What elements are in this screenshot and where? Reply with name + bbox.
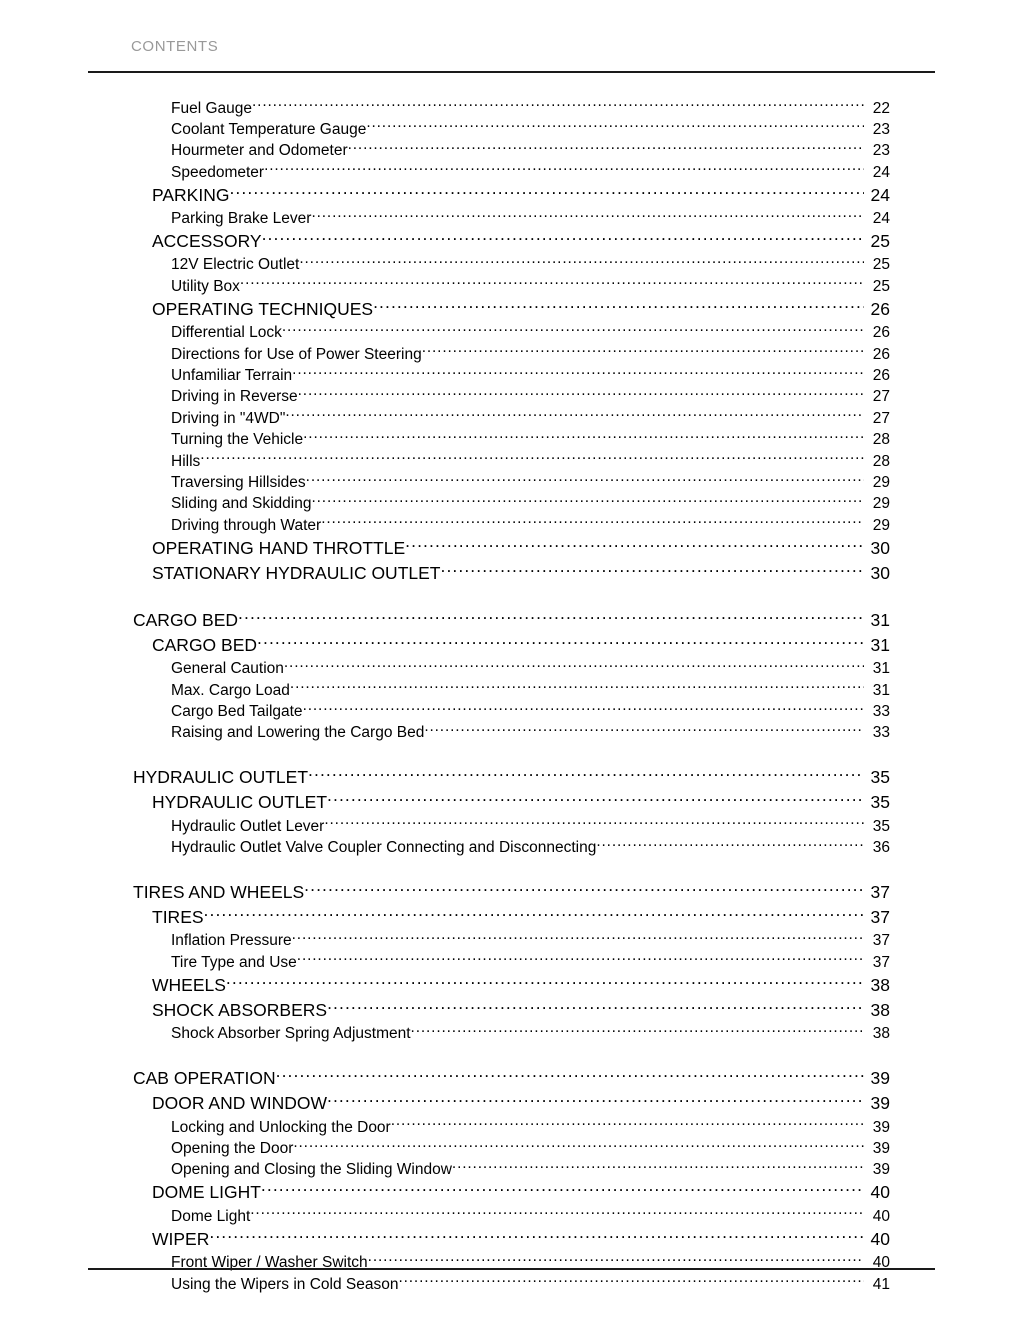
toc-entry-title: CARGO BED [133,609,239,630]
toc-dot-leader [304,880,864,898]
toc-dot-leader [327,791,864,809]
toc-entry-page-number: 22 [872,99,890,117]
toc-dot-leader [250,1205,864,1221]
toc-dot-leader [440,561,864,579]
toc-dot-leader [299,254,864,270]
toc-dot-leader [368,1252,864,1268]
toc-dot-leader [282,322,864,338]
toc-entry-page-number: 23 [872,120,890,138]
toc-entry-title: Hydraulic Outlet Valve Coupler Connecting and Disconnecting [171,839,597,857]
toc-entry-page-number: 35 [872,817,890,835]
toc-entry[interactable] [88,998,890,1023]
toc-entry[interactable] [88,930,890,951]
toc-dot-leader [276,1067,864,1085]
toc-entry[interactable] [88,208,890,229]
toc-entry[interactable] [88,407,890,428]
toc-entry-page-number: 26 [872,345,890,363]
toc-entry[interactable] [88,514,890,535]
toc-entry[interactable] [88,700,890,721]
toc-entry-page-number: 39 [872,1140,890,1158]
toc-entry-page-number: 29 [872,495,890,513]
toc-entry-title: SHOCK ABSORBERS [152,999,328,1020]
toc-entry-page-number: 39 [872,1161,890,1179]
toc-entry[interactable] [88,450,890,471]
toc-dot-leader [311,493,864,509]
toc-entry-page-number: 27 [872,388,890,406]
toc-dot-leader [293,1138,864,1154]
toc-entry[interactable] [88,973,890,998]
toc-entry-title: Driving in "4WD" [171,409,286,427]
toc-dot-leader [391,1116,864,1132]
toc-dot-leader [252,97,864,113]
toc-entry-title: Shock Absorber Spring Adjustment [171,1025,411,1043]
table-of-contents-list [0,97,1024,1295]
toc-dot-leader [596,837,864,853]
toc-entry[interactable] [88,493,890,514]
toc-entry[interactable] [88,837,890,858]
toc-dot-leader [200,450,864,466]
toc-entry-page-number: 23 [872,142,890,160]
toc-entry[interactable] [88,471,890,492]
toc-entry-page-number: 25 [872,256,890,274]
toc-entry[interactable] [88,254,890,275]
toc-entry[interactable] [88,1205,890,1226]
toc-entry-page-number: 33 [872,724,890,742]
toc-entry-page-number: 28 [872,431,890,449]
toc-entry-page-number: 31 [872,681,890,699]
toc-entry[interactable] [88,183,890,208]
toc-entry-page-number: 25 [870,230,890,251]
toc-entry[interactable] [88,1227,890,1252]
toc-entry-page-number: 30 [870,562,890,583]
toc-entry-title: ACCESSORY [152,230,262,251]
toc-dot-leader [292,930,864,946]
toc-entry-title: Front Wiper / Washer Switch [171,1254,368,1272]
toc-entry-title: Hourmeter and Odometer [171,142,348,160]
toc-dot-leader [290,679,864,695]
toc-entry-page-number: 40 [872,1254,890,1272]
toc-entry-page-number: 37 [870,881,890,902]
toc-entry-page-number: 38 [872,1025,890,1043]
toc-dot-leader [327,998,864,1016]
toc-entry-page-number: 33 [872,702,890,720]
toc-dot-leader [303,700,864,716]
toc-entry[interactable] [88,97,890,118]
toc-entry-title: CARGO BED [152,634,258,655]
toc-entry[interactable] [88,118,890,139]
toc-entry-title: Using the Wipers in Cold Season [171,1275,399,1293]
toc-entry-page-number: 35 [870,767,890,788]
toc-entry-page-number: 40 [870,1228,890,1249]
header-divider-rule [88,71,935,73]
toc-dot-leader [292,365,864,381]
toc-dot-leader [297,951,864,967]
toc-dot-leader [308,766,864,784]
toc-entry[interactable] [88,1273,890,1294]
toc-entry[interactable] [88,880,890,905]
toc-entry-title: OPERATING TECHNIQUES [152,298,374,319]
toc-entry-title: Tire Type and Use [171,953,297,971]
toc-entry-page-number: 24 [872,163,890,181]
toc-entry-title: TIRES AND WHEELS [133,881,305,902]
toc-entry-title: Coolant Temperature Gauge [171,120,367,138]
toc-entry-title: HYDRAULIC OUTLET [152,792,328,813]
toc-entry[interactable] [88,1138,890,1159]
toc-dot-leader [366,118,864,134]
toc-entry[interactable] [88,815,890,836]
toc-entry-page-number: 36 [872,839,890,857]
toc-dot-leader [422,343,864,359]
toc-entry-title: Parking Brake Lever [171,210,312,228]
toc-entry[interactable] [88,658,890,679]
toc-entry-title: Sliding and Skidding [171,495,312,513]
toc-entry[interactable] [88,140,890,161]
toc-entry-title: OPERATING HAND THROTTLE [152,537,406,558]
toc-dot-leader [229,183,864,201]
toc-entry-page-number: 31 [872,660,890,678]
toc-entry-title: Traversing Hillsides [171,473,306,491]
toc-entry-title: HYDRAULIC OUTLET [133,767,309,788]
toc-entry-page-number: 39 [872,1118,890,1136]
toc-dot-leader [373,297,864,315]
toc-entry-title: Opening and Closing the Sliding Window [171,1161,452,1179]
toc-dot-leader [411,1023,864,1039]
toc-dot-leader [405,536,864,554]
toc-entry-page-number: 26 [872,367,890,385]
toc-entry-page-number: 25 [872,277,890,295]
toc-dot-leader [284,658,864,674]
toc-dot-leader [204,905,864,923]
toc-entry-page-number: 39 [870,1093,890,1114]
toc-entry-title: Opening the Door [171,1140,294,1158]
toc-entry-title: Fuel Gauge [171,99,252,117]
toc-dot-leader [452,1159,864,1175]
footer-divider-rule [88,1268,935,1270]
toc-entry-title: General Caution [171,660,284,678]
toc-entry-title: Dome Light [171,1207,251,1225]
toc-entry-title: Differential Lock [171,324,282,342]
toc-entry-title: Hydraulic Outlet Lever [171,817,325,835]
toc-entry[interactable] [88,679,890,700]
page-header-label: CONTENTS [131,38,219,55]
toc-entry-title: Speedometer [171,163,265,181]
toc-dot-leader [240,275,864,291]
toc-entry[interactable] [88,297,890,322]
toc-entry[interactable] [88,1091,890,1116]
toc-entry[interactable] [88,1116,890,1137]
toc-entry-title: Max. Cargo Load [171,681,290,699]
toc-entry[interactable] [88,343,890,364]
toc-entry-title: Directions for Use of Power Steering [171,345,422,363]
toc-entry-page-number: 27 [872,409,890,427]
toc-entry-title: WIPER [152,1228,210,1249]
toc-entry[interactable] [88,722,890,743]
toc-entry-page-number: 29 [872,473,890,491]
toc-entry-title: PARKING [152,184,230,205]
toc-dot-leader [261,1181,864,1199]
toc-entry[interactable] [88,386,890,407]
toc-entry-title: DOME LIGHT [152,1182,261,1203]
toc-entry-page-number: 40 [872,1207,890,1225]
toc-entry-title: CAB OPERATION [133,1068,276,1089]
toc-entry[interactable] [88,229,890,254]
toc-entry-page-number: 26 [872,324,890,342]
toc-dot-leader [264,161,864,177]
toc-dot-leader [226,973,864,991]
toc-entry[interactable] [88,1066,890,1091]
toc-entry-page-number: 26 [870,298,890,319]
toc-dot-leader [257,633,864,651]
toc-entry[interactable] [88,790,890,815]
toc-dot-leader [238,608,864,626]
toc-entry[interactable] [88,561,890,586]
toc-entry[interactable] [88,951,890,972]
toc-dot-leader [321,514,864,530]
toc-dot-leader [348,140,864,156]
toc-entry-title: TIRES [152,906,204,927]
toc-entry[interactable] [88,322,890,343]
toc-entry-page-number: 24 [872,210,890,228]
toc-dot-leader [262,229,864,247]
toc-dot-leader [303,429,864,445]
toc-entry-page-number: 29 [872,516,890,534]
toc-entry[interactable] [88,365,890,386]
toc-entry-title: Driving in Reverse [171,388,298,406]
toc-entry[interactable] [88,1180,890,1205]
toc-entry-title: Raising and Lowering the Cargo Bed [171,724,425,742]
toc-entry-title: Hills [171,452,201,470]
toc-entry[interactable] [88,633,890,658]
toc-entry-title: Unfamiliar Terrain [171,367,293,385]
toc-entry[interactable] [88,905,890,930]
toc-entry-page-number: 37 [870,906,890,927]
toc-entry-page-number: 37 [872,953,890,971]
toc-entry-title: Locking and Unlocking the Door [171,1118,391,1136]
toc-entry-page-number: 31 [870,609,890,630]
toc-entry-page-number: 28 [872,452,890,470]
toc-entry[interactable] [88,608,890,633]
toc-entry[interactable] [88,1023,890,1044]
toc-entry[interactable] [88,536,890,561]
toc-dot-leader [311,208,864,224]
toc-dot-leader [285,407,864,423]
toc-entry-title: Cargo Bed Tailgate [171,702,303,720]
toc-entry[interactable] [88,429,890,450]
toc-entry-title: Driving through Water [171,516,322,534]
toc-dot-leader [306,471,864,487]
toc-entry-page-number: 39 [870,1068,890,1089]
toc-entry[interactable] [88,765,890,790]
toc-entry-title: DOOR AND WINDOW [152,1093,327,1114]
toc-dot-leader [324,815,864,831]
toc-dot-leader [424,722,864,738]
toc-entry[interactable] [88,1159,890,1180]
toc-dot-leader [327,1092,864,1110]
toc-entry-title: Inflation Pressure [171,932,292,950]
toc-entry-page-number: 38 [870,999,890,1020]
toc-dot-leader [298,386,864,402]
toc-entry-title: Utility Box [171,277,240,295]
toc-entry-title: Turning the Vehicle [171,431,304,449]
toc-dot-leader [398,1273,864,1289]
toc-entry-page-number: 37 [872,932,890,950]
toc-entry-page-number: 41 [872,1275,890,1293]
toc-entry-title: WHEELS [152,974,226,995]
toc-entry-title: STATIONARY HYDRAULIC OUTLET [152,562,441,583]
toc-entry-page-number: 30 [870,537,890,558]
toc-entry[interactable] [88,161,890,182]
toc-dot-leader [209,1227,864,1245]
toc-entry-page-number: 24 [870,184,890,205]
toc-entry-page-number: 40 [870,1182,890,1203]
toc-entry[interactable] [88,275,890,296]
toc-entry-page-number: 35 [870,792,890,813]
toc-entry-title: 12V Electric Outlet [171,256,300,274]
toc-entry-page-number: 31 [870,634,890,655]
toc-entry-page-number: 38 [870,974,890,995]
